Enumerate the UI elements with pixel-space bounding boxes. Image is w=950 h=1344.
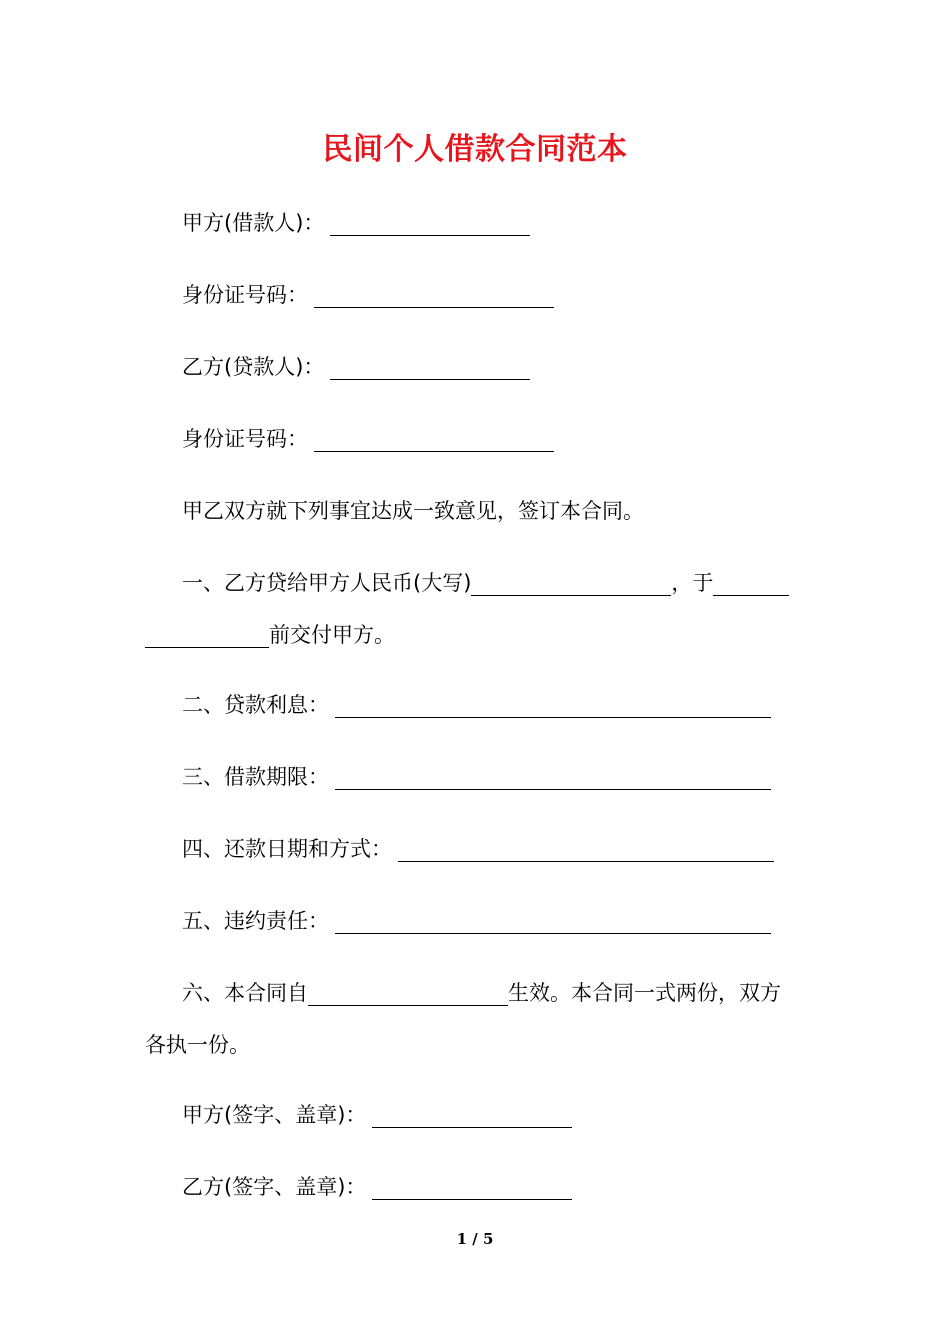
clause-1-line <box>182 568 789 598</box>
id-number-line-2 <box>182 424 554 454</box>
party-a-label: 甲方(借款人)： <box>182 211 325 235</box>
id-number-label-1: 身份证号码： <box>182 283 308 307</box>
date-blank-end <box>145 625 269 648</box>
clause-6-cont-text: 各执一份。 <box>145 1033 250 1057</box>
id-number-blank-1 <box>314 285 554 308</box>
clause-5-line <box>182 906 771 936</box>
sign-a-line <box>182 1100 572 1130</box>
amount-blank <box>471 573 671 596</box>
clause-1-prefix: 一、乙方贷给甲方人民币(大写) <box>182 571 472 595</box>
clause-1-suffix: 前交付甲方。 <box>269 623 395 647</box>
sign-b-blank <box>372 1177 572 1200</box>
breach-blank <box>335 911 771 934</box>
agreement-intro-text: 甲乙双方就下列事宜达成一致意见，签订本合同。 <box>182 499 644 523</box>
clause-1-mid: ，于 <box>671 571 714 595</box>
interest-blank <box>335 695 771 718</box>
party-a-line <box>182 208 530 238</box>
clause-2-label: 二、贷款利息： <box>182 693 329 717</box>
agreement-intro <box>182 496 644 526</box>
party-b-label: 乙方(贷款人)： <box>182 355 325 379</box>
effective-date-blank <box>308 983 508 1006</box>
sign-a-label: 甲方(签字、盖章)： <box>182 1103 367 1127</box>
clause-5-label: 五、违约责任： <box>182 909 329 933</box>
id-number-line-1 <box>182 280 554 310</box>
clause-6-cont <box>145 1030 250 1060</box>
document-title: 民间个人借款合同范本 <box>322 132 628 167</box>
clause-6-line <box>182 978 781 1008</box>
clause-6-suffix: 生效。本合同一式两份，双方 <box>508 981 781 1005</box>
party-b-line <box>182 352 530 382</box>
sign-b-line <box>182 1172 572 1202</box>
clause-6-prefix: 六、本合同自 <box>182 981 308 1005</box>
clause-4-line <box>182 834 774 864</box>
id-number-label-2: 身份证号码： <box>182 427 308 451</box>
repayment-blank <box>398 839 774 862</box>
clause-3-label: 三、借款期限： <box>182 765 329 789</box>
party-a-blank <box>330 213 530 236</box>
date-blank-start <box>713 573 789 596</box>
sign-a-blank <box>372 1105 572 1128</box>
term-blank <box>335 767 771 790</box>
clause-2-line <box>182 690 771 720</box>
sign-b-label: 乙方(签字、盖章)： <box>182 1175 367 1199</box>
clause-1-cont <box>145 620 395 650</box>
clause-4-label: 四、还款日期和方式： <box>182 837 392 861</box>
party-b-blank <box>330 357 530 380</box>
clause-3-line <box>182 762 771 792</box>
id-number-blank-2 <box>314 429 554 452</box>
page-number: 1 / 5 <box>456 1230 494 1248</box>
